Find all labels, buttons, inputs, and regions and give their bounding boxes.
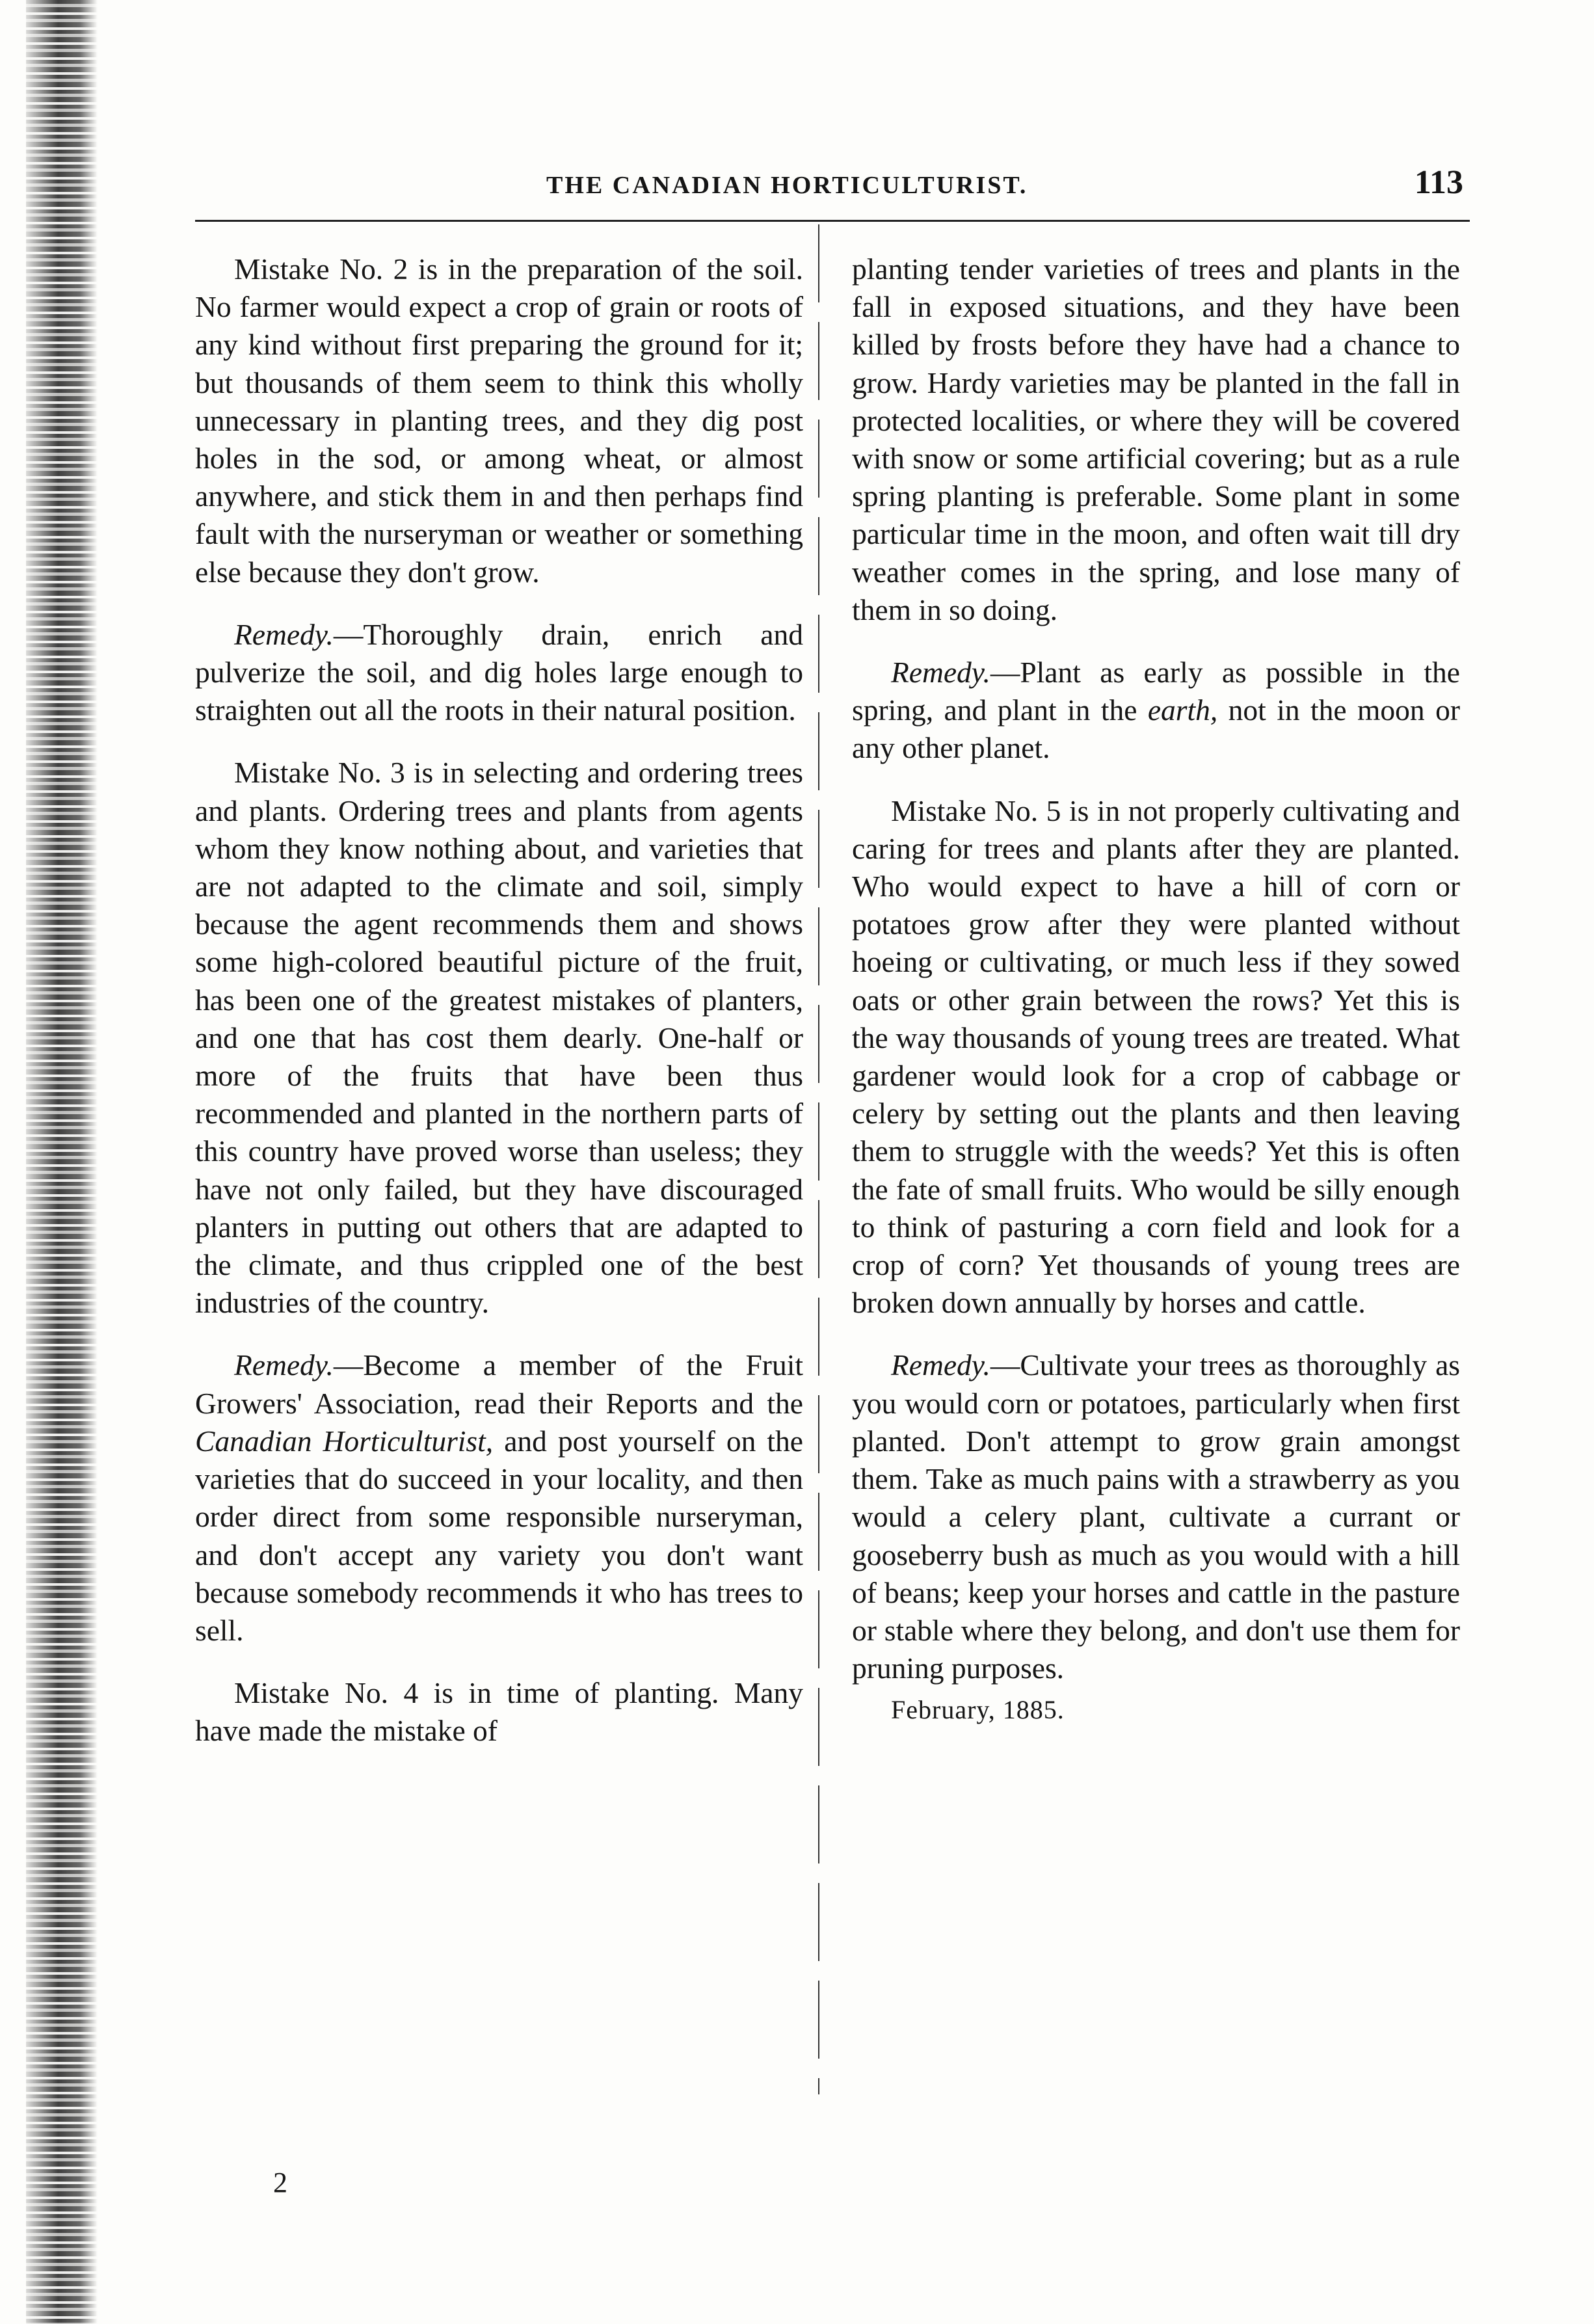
remedy-label: Remedy. (891, 1348, 990, 1382)
remedy-label: Remedy. (234, 1348, 334, 1382)
scanned-binding-edge (26, 0, 98, 2324)
publication-title: Canadian Horticulturist, (195, 1424, 494, 1458)
right-column (852, 250, 1460, 1730)
running-title: THE CANADIAN HORTICULTURIST. (546, 172, 1028, 199)
remedy-label: Remedy. (891, 656, 990, 689)
paragraph-mistake-4: Mistake No. 4 is in time of planting. Many have made the mistake of (195, 1676, 803, 1748)
remedy-text: —Cultivate your trees as thoroughly as you would corn or potatoes, particularly when first planted. Don't attempt to grow grain amongst them. Take as much pains with a strawberry as you would a celery plant, cultivate a currant or gooseberry bush as much as you would with a hill of beans; keep your horses and cattle in the pasture or stable where they belong, and don't use them for pruning purposes. (852, 1348, 1460, 1685)
remedy-text: not in the moon or any other planet. (852, 693, 1460, 765)
paragraph-remedy-5 (852, 1346, 1460, 1687)
paragraph-mistake-3: Mistake No. 3 is in selecting and ordering trees and plants. Ordering trees and plants from agents whom they know nothing about, and varieties that are not adapted to the climate and soil, simply because the agent recommends them and shows some high-colored beautiful picture of the fruit, has been one of the greatest mistakes of planters, and one that has cost them dearly. One-half or more of the fruits that have been thus recommended and planted in the northern parts of this country have proved worse than useless; they have not only failed, but they have discouraged planters in putting out others that are adapted to the climate, and thus crippled one of the best industries of the country. (195, 756, 803, 1320)
remedy-text: and post yourself on the varieties that do succeed in your locality, and then order direct from some responsible nurseryman, and don't accept any variety you don't want because somebody recommends it who has trees to sell. (195, 1424, 804, 1647)
paragraph-mistake-5: Mistake No. 5 is in not properly cultivating and caring for trees and plants after they are planted. Who would expect to have a hill of corn or potatoes grow after they were planted without hoeing or cultivating, or much less if they sowed oats or other grain between the rows? Yet this is the way thousands of young trees are treated. What gardener would look for a crop of cabbage or celery by setting out the plants and then leaving them to struggle with the weeds? Yet this is often the fate of small fruits. Who would be silly enough to think of pasturing a corn field and look for a crop of corn? Yet thousands of young trees are broken down annually by horses and cattle. (852, 794, 1460, 1320)
page-header (195, 166, 1470, 211)
page-number: 113 (1414, 164, 1463, 201)
paragraph-remedy-4 (852, 654, 1460, 768)
remedy-text: —Plant as early as possible in the spring, and plant in the (852, 656, 1460, 727)
remedy-text: —Become a member of the Fruit Growers' Association, read their Reports and the (195, 1348, 803, 1420)
header-rule (195, 220, 1470, 222)
paragraph-mistake-2: Mistake No. 2 is in the preparation of the soil. No farmer would expect a crop of grain or roots of any kind without first preparing the ground for it; but thousands of them seem to think this wholly unnecessary in planting trees, and they dig post holes in the sod, or among wheat, or almost anywhere, and stick them in and then perhaps find fault with the nurseryman or weather or something else because they don't grow. (195, 252, 803, 589)
paragraph-mistake-4-continued: planting tender varieties of trees and plants in the fall in exposed situations, and they have been killed by frosts before they have had a chance to grow. Hardy varieties may be planted in the fall in protected localities, or where they will be covered with snow or some artificial covering; but as a rule spring planting is preferable. Some plant in some particular time in the moon, and often wait till dry weather comes in the spring, and lose many of them in so doing. (852, 252, 1460, 626)
emphasis-earth: earth, (1147, 693, 1218, 727)
paragraph-remedy-2 (195, 616, 803, 730)
left-column (195, 250, 803, 1750)
remedy-text: —Thoroughly drain, enrich and pulverize the soil, and dig holes large enough to straighten out all the roots in their natural position. (195, 617, 803, 727)
paragraph-remedy-3 (195, 1346, 803, 1650)
column-divider (818, 224, 819, 2094)
remedy-label: Remedy. (234, 617, 334, 651)
date-line: February, 1885. (891, 1695, 1065, 1725)
signature-mark: 2 (273, 2167, 287, 2198)
